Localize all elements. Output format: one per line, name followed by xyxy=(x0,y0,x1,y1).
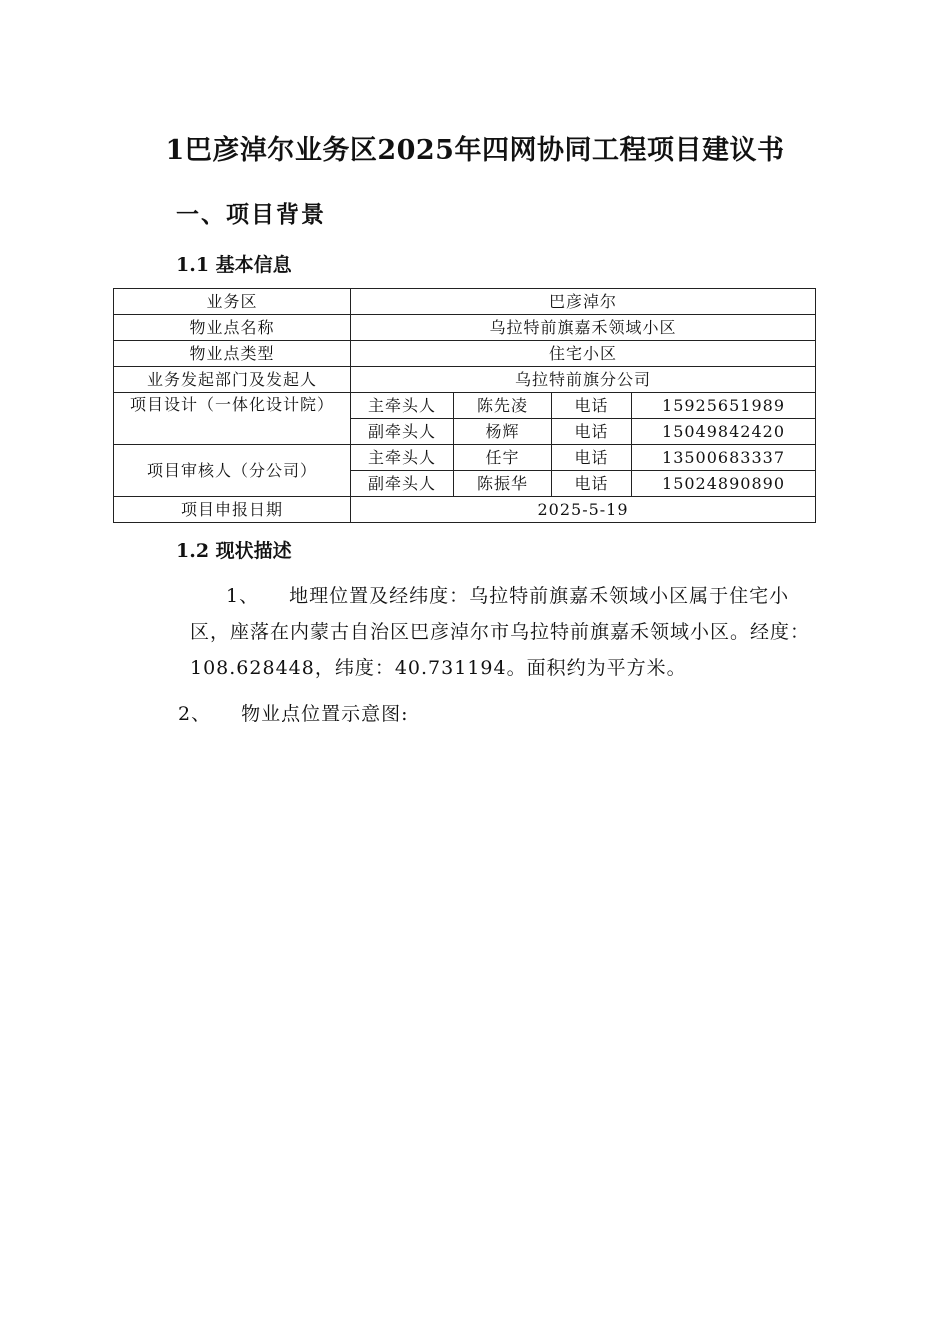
label-cell: 项目设计（一体化设计院） xyxy=(114,393,351,445)
label-cell: 项目申报日期 xyxy=(114,497,351,523)
paragraph-location xyxy=(190,578,810,686)
value-cell: 乌拉特前旗分公司 xyxy=(351,367,816,393)
value-cell: 乌拉特前旗嘉禾领域小区 xyxy=(351,315,816,341)
basic-info-table xyxy=(113,288,816,523)
table-row xyxy=(114,367,816,393)
label-cell: 业务发起部门及发起人 xyxy=(114,367,351,393)
paragraph-text: 地理位置及经纬度：乌拉特前旗嘉禾领域小区属于住宅小区，座落在内蒙古自治区巴彦淖尔市乌拉特前旗嘉禾领域小区。经度：108.628448，纬度：40.731194。面积约为平方米。 xyxy=(190,585,811,679)
list-number: 2、 xyxy=(178,703,212,725)
table-row xyxy=(114,445,816,471)
label-cell: 物业点类型 xyxy=(114,341,351,367)
section-heading-background: 一、项目背景 xyxy=(176,201,326,228)
label-cell: 业务区 xyxy=(114,289,351,315)
value-cell: 巴彦淖尔 xyxy=(351,289,816,315)
phone-label-cell: 电话 xyxy=(552,393,632,419)
value-cell: 住宅小区 xyxy=(351,341,816,367)
phone-cell: 15925651989 xyxy=(632,393,816,419)
table-row xyxy=(114,497,816,523)
document-title: 1巴彦淖尔业务区2025年四网协同工程项目建议书 xyxy=(165,135,785,166)
list-number: 1、 xyxy=(226,585,260,607)
role-cell: 副牵头人 xyxy=(351,419,454,445)
subheading-basic-info: 1.1 基本信息 xyxy=(176,254,292,276)
name-cell: 陈振华 xyxy=(454,471,552,497)
name-cell: 任宇 xyxy=(454,445,552,471)
phone-label-cell: 电话 xyxy=(552,445,632,471)
paragraph-text: 物业点位置示意图: xyxy=(241,703,409,725)
name-cell: 陈先凌 xyxy=(454,393,552,419)
phone-cell: 13500683337 xyxy=(632,445,816,471)
role-cell: 主牵头人 xyxy=(351,393,454,419)
role-cell: 主牵头人 xyxy=(351,445,454,471)
phone-label-cell: 电话 xyxy=(552,471,632,497)
table-row xyxy=(114,393,816,419)
phone-cell: 15049842420 xyxy=(632,419,816,445)
table-row xyxy=(114,289,816,315)
role-cell: 副牵头人 xyxy=(351,471,454,497)
phone-cell: 15024890890 xyxy=(632,471,816,497)
value-cell: 2025-5-19 xyxy=(351,497,816,523)
label-cell: 物业点名称 xyxy=(114,315,351,341)
subheading-current-status: 1.2 现状描述 xyxy=(176,540,292,562)
label-cell: 项目审核人（分公司） xyxy=(114,445,351,497)
phone-label-cell: 电话 xyxy=(552,419,632,445)
name-cell: 杨辉 xyxy=(454,419,552,445)
table-row xyxy=(114,341,816,367)
table-row xyxy=(114,315,816,341)
paragraph-map-caption xyxy=(178,696,798,732)
